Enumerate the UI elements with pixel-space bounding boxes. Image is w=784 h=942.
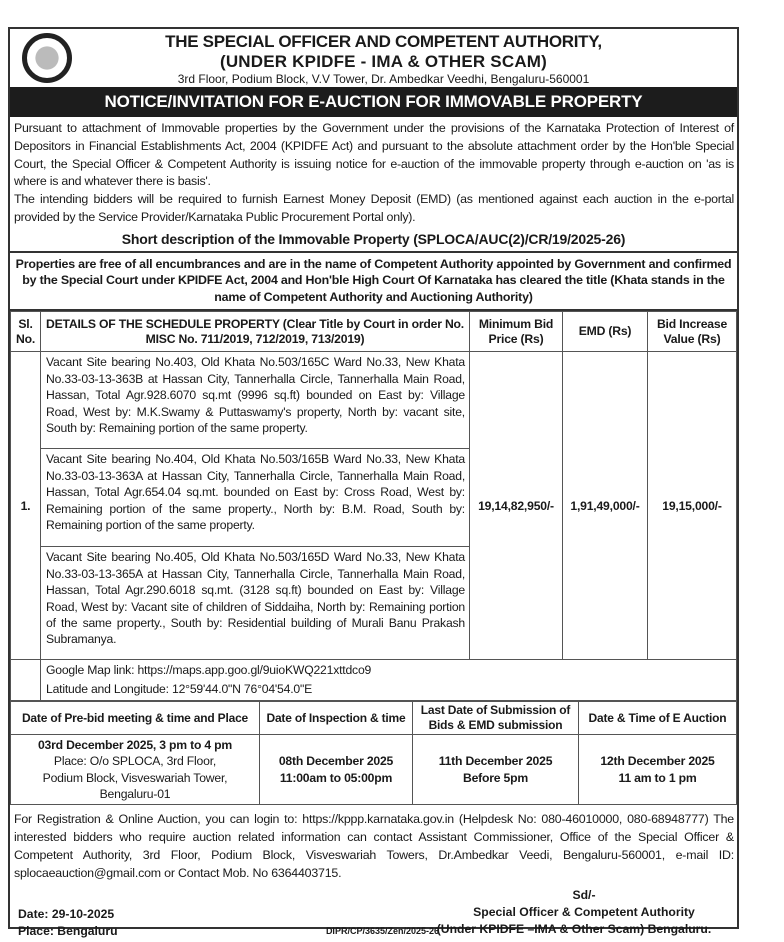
col-details xyxy=(41,312,470,352)
property-description: Vacant Site bearing No.403, Old Khata No.503/165C Ward No.33, New Khata No.33-03-13-363B at Hassan City, Tannerhalla Circle, Tannerhalla Main Road, Hassan, Total Agr.928.6070 sq.mt (9996 sq.ft) bounded on East by: Village Road, West by: M.K.Swamy & Puttaswamy's property, North by: vacant site, South by: Remaining portion of the same property. xyxy=(41,352,470,449)
notice-place: Place: Bengaluru xyxy=(18,924,118,939)
col-sl-no: Sl. No. xyxy=(11,312,41,352)
table-row xyxy=(11,352,737,449)
table-row xyxy=(11,735,737,805)
emd-paragraph: The intending bidders will be required to furnish Earnest Money Deposit (EMD) (as mentioned against each auction in the e-portal provided by the Service Provider/Karnataka Public Procurement Portal only). xyxy=(14,192,734,224)
col-prebid: Date of Pre-bid meeting & time and Place xyxy=(11,702,260,735)
google-map-link[interactable]: Google Map link: https://maps.app.goo.gl/9uioKWQ221xttdco9 xyxy=(46,663,372,678)
authority-subtitle: (UNDER KPIDFE - IMA & OTHER SCAM) xyxy=(219,52,548,71)
col-min-bid: Minimum Bid Price (Rs) xyxy=(470,312,563,352)
col-auction: Date & Time of E Auction xyxy=(579,702,737,735)
authority-title: THE SPECIAL OFFICER AND COMPETENT AUTHORITY, xyxy=(165,32,602,51)
registration-info: For Registration & Online Auction, you can login to: https://kppp.karnataka.gov.in (Helpdesk No: 080-46010000, 080-68948777) The interested bidders who require auction related information can contact Assistant Commissioner, Office of the Special Officer & Competent Authority, 3rd Floor, Podium Block, Visveswariah Towers, Dr.Ambedkar Veedi, Bengaluru-560001, e-mail ID: splocaeauction@gmail.com or Contact Mob. No 6364403715. xyxy=(14,812,734,881)
authority-address: 3rd Floor, Podium Block, V.V Tower, Dr. Ambedkar Veedhi, Bengaluru-560001 xyxy=(177,72,590,86)
min-bid-value: 19,14,82,950/- xyxy=(470,352,563,660)
intro-paragraph: Pursuant to attachment of Immovable properties by the Government under the provisions of the Karnataka Protection of Interest of Depositors in Financial Establishments Act, 2004 (KPIDFE Act) and pursuant to the absolute attachment order by the Hon'ble Special Court, the Special Officer & Competent Authority is issuing notice for e-auction of the immovable property through e-auction on 'as is where is and whatever there is basis'. xyxy=(14,121,734,189)
notice-header xyxy=(10,29,737,87)
details-heading: DETAILS OF THE SCHEDULE PROPERTY xyxy=(46,316,280,331)
property-description: Vacant Site bearing No.405, Old Khata No.503/165D Ward No.33, New Khata No.33-03-13-365A at Hassan City, Tannerhalla Circle, Tannerhalla Main Road, Hassan, Total Agr.290.6018 sq.mt. (3128 sq.ft) bounded on East by: Village Road, West by: Vacant site of children of Siddaiha, North by: Remaining portion of the same property., South by: Residential building of Murali Banu Prakash Subramanya. xyxy=(41,547,470,660)
government-seal-logo xyxy=(22,33,72,83)
property-description: Vacant Site bearing No.404, Old Khata No.503/165B Ward No.33, New Khata No.33-03-13-363A at Hassan City, Tannerhalla Circle, Tannerhalla Main Road, Hassan, Total Agr.654.04 sq.mt. bounded on East by: Cross Road, West by: Remaining portion of the same property., North by: B.M. Road, South by: Remaining portion of the same property. xyxy=(41,449,470,547)
property-table xyxy=(10,311,737,701)
dipr-code: DIPR/CP/3635/Zen/2025-26 xyxy=(325,926,439,937)
prebid-date: 03rd December 2025, 3 pm to 4 pm xyxy=(37,737,233,752)
table-row xyxy=(11,660,737,701)
sl-number: 1. xyxy=(11,352,41,660)
signatory-designation: Special Officer & Competent Authority xyxy=(473,905,695,920)
properties-note: Properties are free of all encumbrances and are in the name of Competent Authority appointed by Government and confirmed by the Special Court under KPIDFE Act, 2004 and Hon'ble High Court Of Karnataka has cleared the title (Khata stands in the name of Competent Authority and Auctioning Authority) xyxy=(10,253,737,312)
inspection-date: 08th December 2025 xyxy=(278,754,394,769)
emd-value: 1,91,49,000/- xyxy=(563,352,648,660)
sd-mark: Sd/- xyxy=(572,888,596,903)
lat-long: Latitude and Longitude: 12°59'44.0"N 76°04'54.0"E xyxy=(46,682,313,697)
signatory-under: (Under KPIDFE –IMA & Other Scam) Bengaluru. xyxy=(436,922,712,937)
auction-time: 11 am to 1 pm xyxy=(618,770,697,785)
col-emd: EMD (Rs) xyxy=(563,312,648,352)
submission-date: 11th December 2025 xyxy=(438,754,553,769)
col-bid-increase: Bid Increase Value (Rs) xyxy=(648,312,737,352)
schedule-table xyxy=(10,701,737,805)
submission-time: Before 5pm xyxy=(462,770,529,785)
notice-banner: NOTICE/INVITATION FOR E-AUCTION FOR IMMOVABLE PROPERTY xyxy=(10,87,737,117)
signature-block xyxy=(10,882,737,942)
details-court-order: (Clear Title by Court in order No. MISC No. 711/2019, 712/2019, 713/2019) xyxy=(145,316,464,346)
col-submission: Last Date of Submission of Bids & EMD submission xyxy=(413,702,579,735)
auction-date: 12th December 2025 xyxy=(600,754,715,769)
inspection-time: 11:00am to 05:00pm xyxy=(279,770,393,785)
col-inspection: Date of Inspection & time xyxy=(260,702,413,735)
notice-date: Date: 29-10-2025 xyxy=(18,907,115,922)
short-description-title: Short description of the Immovable Property (SPLOCA/AUC(2)/CR/19/2025-26) xyxy=(10,227,737,253)
prebid-place: Place: O/o SPLOCA, 3rd Floor, Podium Block, Visveswariah Tower, Bengaluru-01 xyxy=(42,754,228,802)
auction-notice xyxy=(8,27,739,939)
bid-increase-value: 19,15,000/- xyxy=(648,352,737,660)
